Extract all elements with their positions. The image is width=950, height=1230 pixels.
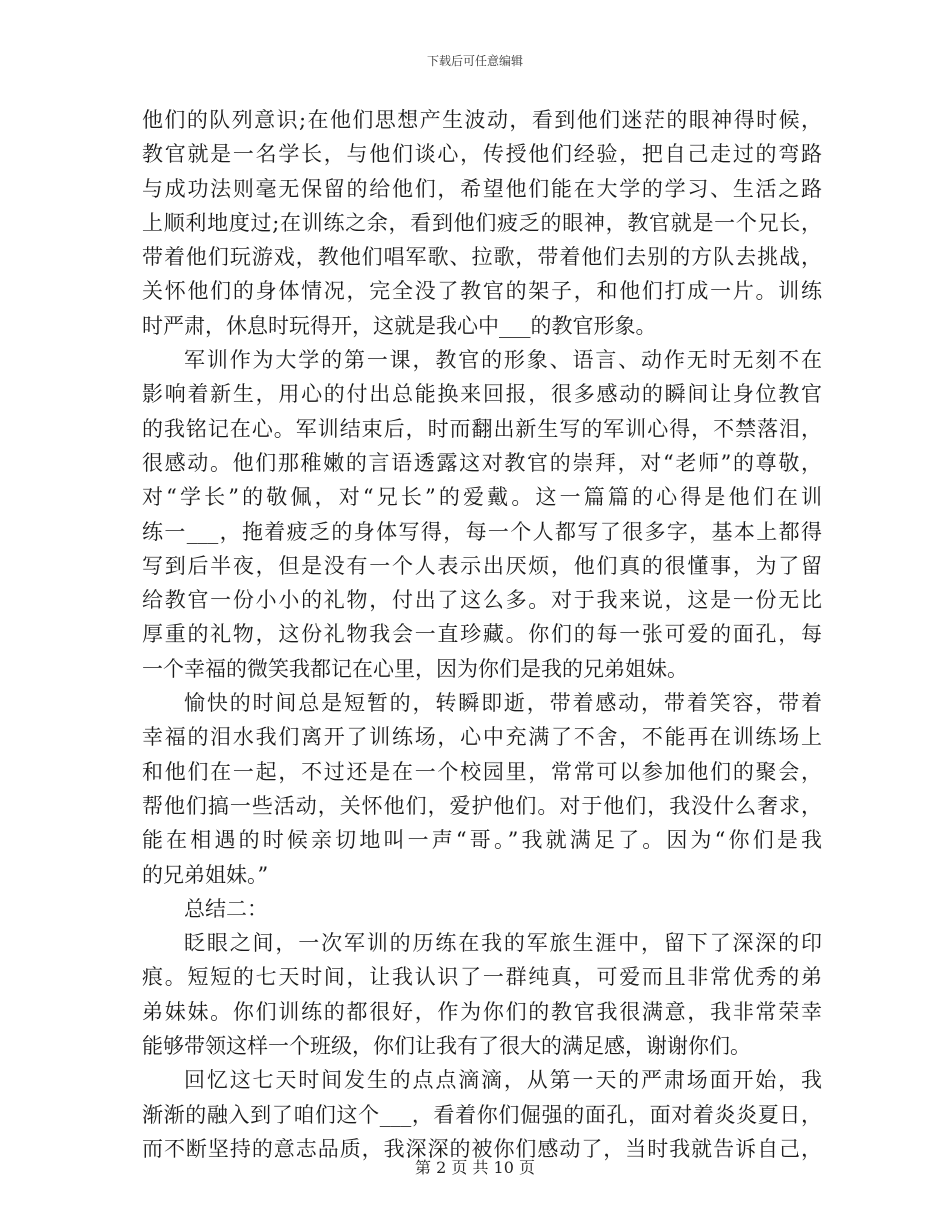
text-line: 总结二： (184, 896, 268, 921)
text-line: 与成功法则毫无保留的给他们，希望他们能在大学的学习、生活之路 (142, 176, 822, 201)
text-line: 很感动。他们那稚嫩的言语透露这对教官的崇拜，对“老师”的尊敬， (142, 450, 822, 475)
text-line: 而不断坚持的意志品质，我深深的被你们感动了，当时我就告诉自己， (142, 1136, 822, 1161)
text-line: 上顺利地度过;在训练之余，看到他们疲乏的眼神，教官就是一个兄长， (142, 210, 822, 235)
text-line: 厚重的礼物，这份礼物我会一直珍藏。你们的每一张可爱的面孔，每 (142, 622, 822, 647)
text-line: 一个幸福的微笑我都记在心里，因为你们是我的兄弟姐妹。 (142, 656, 688, 681)
text-line: 时严肃，休息时玩得开，这就是我心中___的教官形象。 (142, 313, 657, 338)
text-line: 愉快的时间总是短暂的，转瞬即逝，带着感动，带着笑容，带着 (184, 691, 822, 716)
page-footer: 第 2 页 共 10 页 (415, 1158, 535, 1177)
text-line: 能够带领这样一个班级，你们让我有了很大的满足感，谢谢你们。 (142, 1034, 751, 1059)
text-line: 带着他们玩游戏，教他们唱军歌、拉歌，带着他们去别的方队去挑战， (142, 245, 822, 270)
text-line: 的兄弟姐妹。” (142, 862, 269, 887)
text-line: 回忆这七天时间发生的点点滴滴，从第一天的严肃场面开始，我 (184, 1068, 822, 1093)
page-header: 下载后可任意编辑 (426, 54, 523, 68)
text-line: 对“学长”的敬佩，对“兄长”的爱戴。这一篇篇的心得是他们在训 (142, 485, 822, 510)
text-line: 影响着新生，用心的付出总能换来回报，很多感动的瞬间让身位教官 (142, 382, 822, 407)
text-line: 给教官一份小小的礼物，付出了这么多。对于我来说，这是一份无比 (142, 588, 822, 613)
text-line: 痕。短短的七天时间，让我认识了一群纯真，可爱而且非常优秀的弟 (142, 965, 822, 990)
text-line: 的我铭记在心。军训结束后，时而翻出新生写的军训心得，不禁落泪， (142, 416, 822, 441)
text-line: 能在相遇的时候亲切地叫一声“哥。”我就满足了。因为“你们是我 (142, 828, 822, 853)
text-line: 渐渐的融入到了咱们这个___，看着你们倔强的面孔，面对着炎炎夏日， (142, 1102, 822, 1127)
text-line: 关怀他们的身体情况，完全没了教官的架子，和他们打成一片。训练 (142, 279, 822, 304)
text-line: 写到后半夜，但是没有一个人表示出厌烦，他们真的很懂事，为了留 (142, 553, 822, 578)
document-body (142, 103, 822, 1166)
text-line: 军训作为大学的第一课，教官的形象、语言、动作无时无刻不在 (184, 348, 822, 373)
text-line: 眨眼之间，一次军训的历练在我的军旅生涯中，留下了深深的印 (184, 931, 822, 956)
text-line: 练一___，拖着疲乏的身体写得，每一个人都写了很多字，基本上都得 (142, 519, 822, 544)
text-line: 和他们在一起，不过还是在一个校园里，常常可以参加他们的聚会， (142, 759, 822, 784)
text-line: 他们的队列意识;在他们思想产生波动，看到他们迷茫的眼神得时候， (142, 108, 822, 132)
text-line: 教官就是一名学长，与他们谈心，传授他们经验，把自己走过的弯路 (142, 142, 822, 167)
text-line: 弟妹妹。你们训练的都很好，作为你们的教官我很满意，我非常荣幸 (142, 999, 822, 1024)
text-line: 帮他们搞一些活动，关怀他们，爱护他们。对于他们，我没什么奢求， (142, 793, 822, 818)
text-line: 幸福的泪水我们离开了训练场，心中充满了不舍，不能再在训练场上 (142, 725, 822, 750)
